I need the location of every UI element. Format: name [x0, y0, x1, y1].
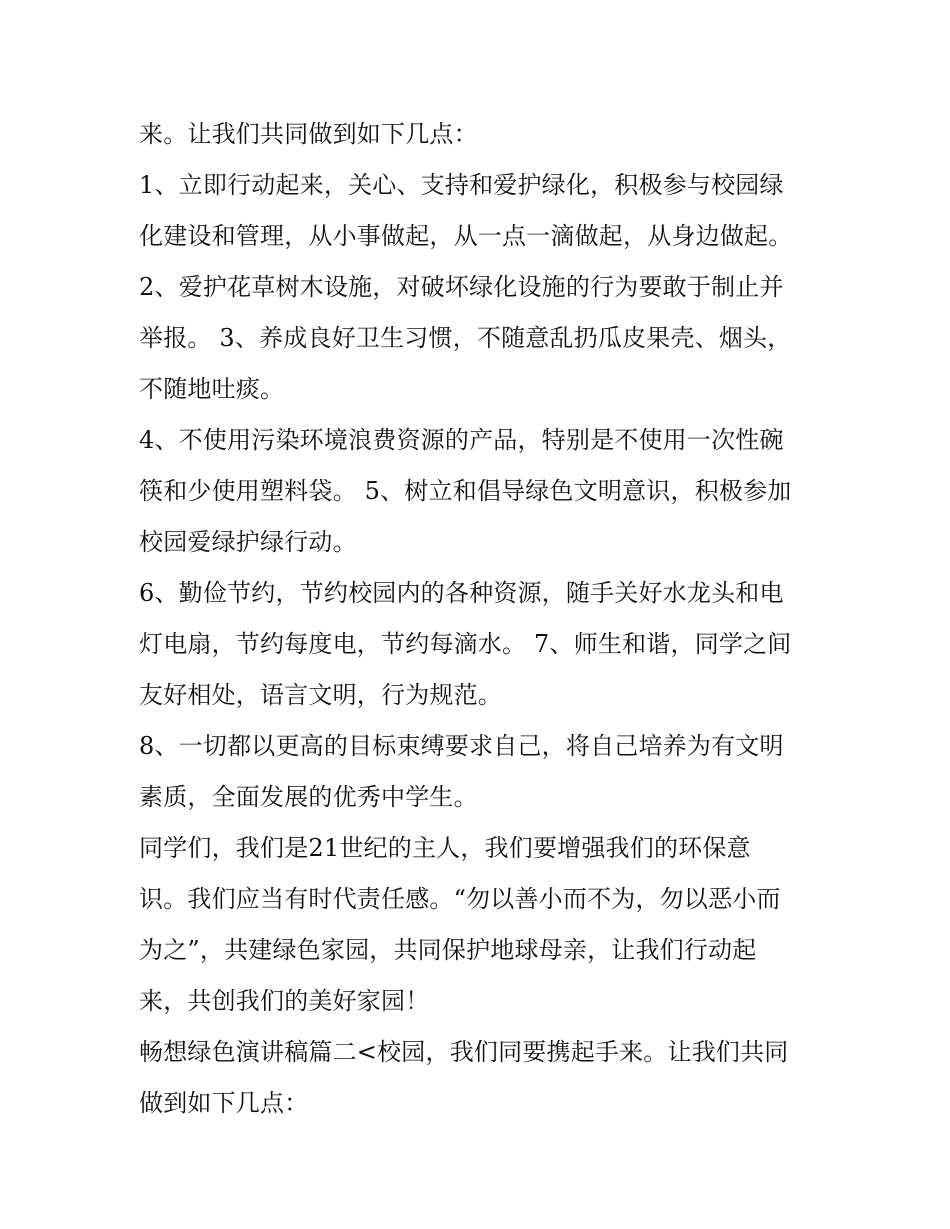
- text-line: 不随地吐痰。: [139, 375, 285, 403]
- text-line: 同学们，我们是21世纪的主人，我们要增强我们的环保意: [139, 834, 751, 862]
- text-line: 来，共创我们的美好家园！: [139, 987, 430, 1015]
- text-line: 灯电扇，节约每度电，节约每滴水。 7、师生和谐，同学之间: [139, 630, 792, 658]
- text-line: 8、一切都以更高的目标束缚要求自己，将自己培养为有文明: [139, 732, 784, 760]
- text-line: 2、爱护花草树木设施，对破坏绿化设施的行为要敢于制止并: [139, 273, 784, 301]
- text-line: 识。我们应当有时代责任感。“勿以善小而不为，勿以恶小而: [139, 885, 781, 913]
- text-line: 为之”，共建绿色家园，共同保护地球母亲，让我们行动起: [139, 936, 757, 964]
- text-line: 6、勤俭节约，节约校园内的各种资源，随手关好水龙头和电: [139, 579, 784, 607]
- text-line: 友好相处，语言文明，行为规范。: [139, 681, 502, 709]
- text-line: 素质，全面发展的优秀中学生。: [139, 783, 478, 811]
- document-body: [139, 109, 819, 1129]
- text-line: 校园爱绿护绿行动。: [139, 528, 357, 556]
- text-line: 4、不使用污染环境浪费资源的产品，特别是不使用一次性碗: [139, 426, 784, 454]
- text-line: 筷和少使用塑料袋。 5、树立和倡导绿色文明意识，积极参加: [139, 477, 792, 505]
- text-line: 做到如下几点：: [139, 1089, 309, 1117]
- text-line: 举报。 3、养成良好卫生习惯，不随意乱扔瓜皮果壳、烟头，: [139, 324, 792, 352]
- text-line: 化建设和管理，从小事做起，从一点一滴做起，从身边做起。: [139, 222, 793, 250]
- text-line: 1、立即行动起来，关心、支持和爱护绿化，积极参与校园绿: [139, 171, 784, 199]
- text-line: 来。让我们共同做到如下几点：: [139, 120, 478, 148]
- text-line: 畅想绿色演讲稿篇二<校园，我们同要携起手来。让我们共同: [139, 1038, 789, 1066]
